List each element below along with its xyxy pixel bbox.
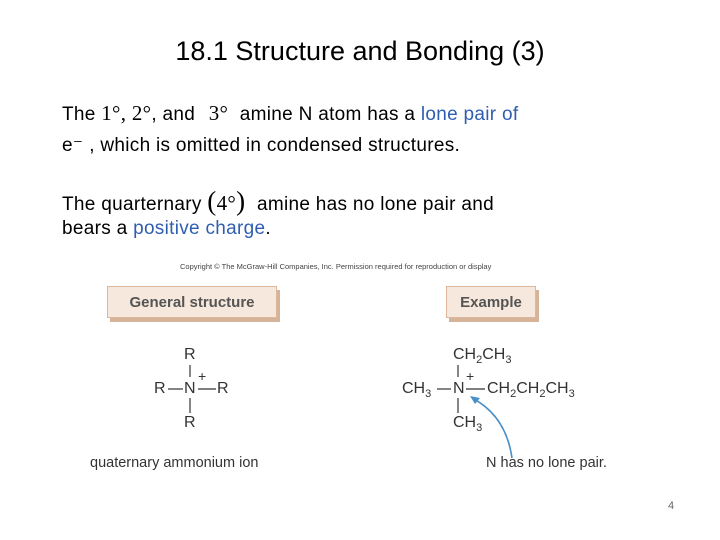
example-charge: + (466, 368, 475, 384)
para1-electron: e⁻ (62, 135, 84, 156)
copyright-notice: Copyright © The McGraw-Hill Companies, Inc. Permission required for reproduction or display (180, 262, 492, 271)
example-top-group: $CH_2CH_3$ (453, 346, 512, 366)
para1-rest: , which is omitted in condensed structures. (89, 135, 461, 156)
para1-amine-text: amine N atom has a (239, 104, 416, 125)
para1-and: , and (151, 104, 196, 125)
para2-degree-4: 4° (216, 191, 237, 215)
para1-degrees-1-2: 1°, 2° (101, 101, 152, 125)
pointer-arrow-curve (472, 398, 512, 458)
para1-lone-pair: lone pair of (420, 104, 519, 125)
example-caption: N has no lone pair. (486, 455, 607, 471)
example-bottom-group: $CH_3$ (453, 414, 483, 434)
example-n: N (453, 380, 465, 397)
general-bonds (140, 340, 250, 440)
para2-line2 (62, 218, 271, 240)
para2-suffix: amine has no lone pair and (256, 194, 494, 215)
para2-prefix: The quarternary (62, 194, 202, 215)
positive-charge-text: positive charge (133, 218, 266, 239)
general-r-right: R (217, 380, 229, 397)
para1-degree-3: 3° (208, 101, 229, 125)
page-number: 4 (668, 500, 675, 512)
para1-line1 (62, 101, 518, 126)
para2-period: . (265, 218, 271, 239)
general-n: N (184, 380, 196, 397)
para2-line1 (62, 186, 494, 217)
example-left-group: $CH_3$ (402, 380, 432, 400)
para1-the: The (62, 104, 96, 125)
general-r-left: R (154, 380, 166, 397)
para1-line2 (62, 134, 460, 157)
example-header-label: Example (460, 293, 522, 311)
general-r-bottom: R (184, 414, 196, 431)
para2-degree-4-group: (4°) (207, 186, 246, 216)
example-right-group: $CH_2CH_2CH_3$ (487, 380, 575, 400)
slide-title: 18.1 Structure and Bonding (3) (175, 36, 545, 66)
general-structure-header (107, 286, 277, 318)
general-structure-header-label: General structure (129, 293, 255, 311)
example-bonds (400, 340, 540, 470)
general-charge: + (198, 368, 207, 384)
example-header (446, 286, 536, 318)
general-r-top: R (184, 346, 196, 363)
pointer-arrow-head (470, 396, 480, 404)
general-caption: quaternary ammonium ion (90, 455, 259, 471)
para2-line2-prefix: bears a (62, 218, 128, 239)
